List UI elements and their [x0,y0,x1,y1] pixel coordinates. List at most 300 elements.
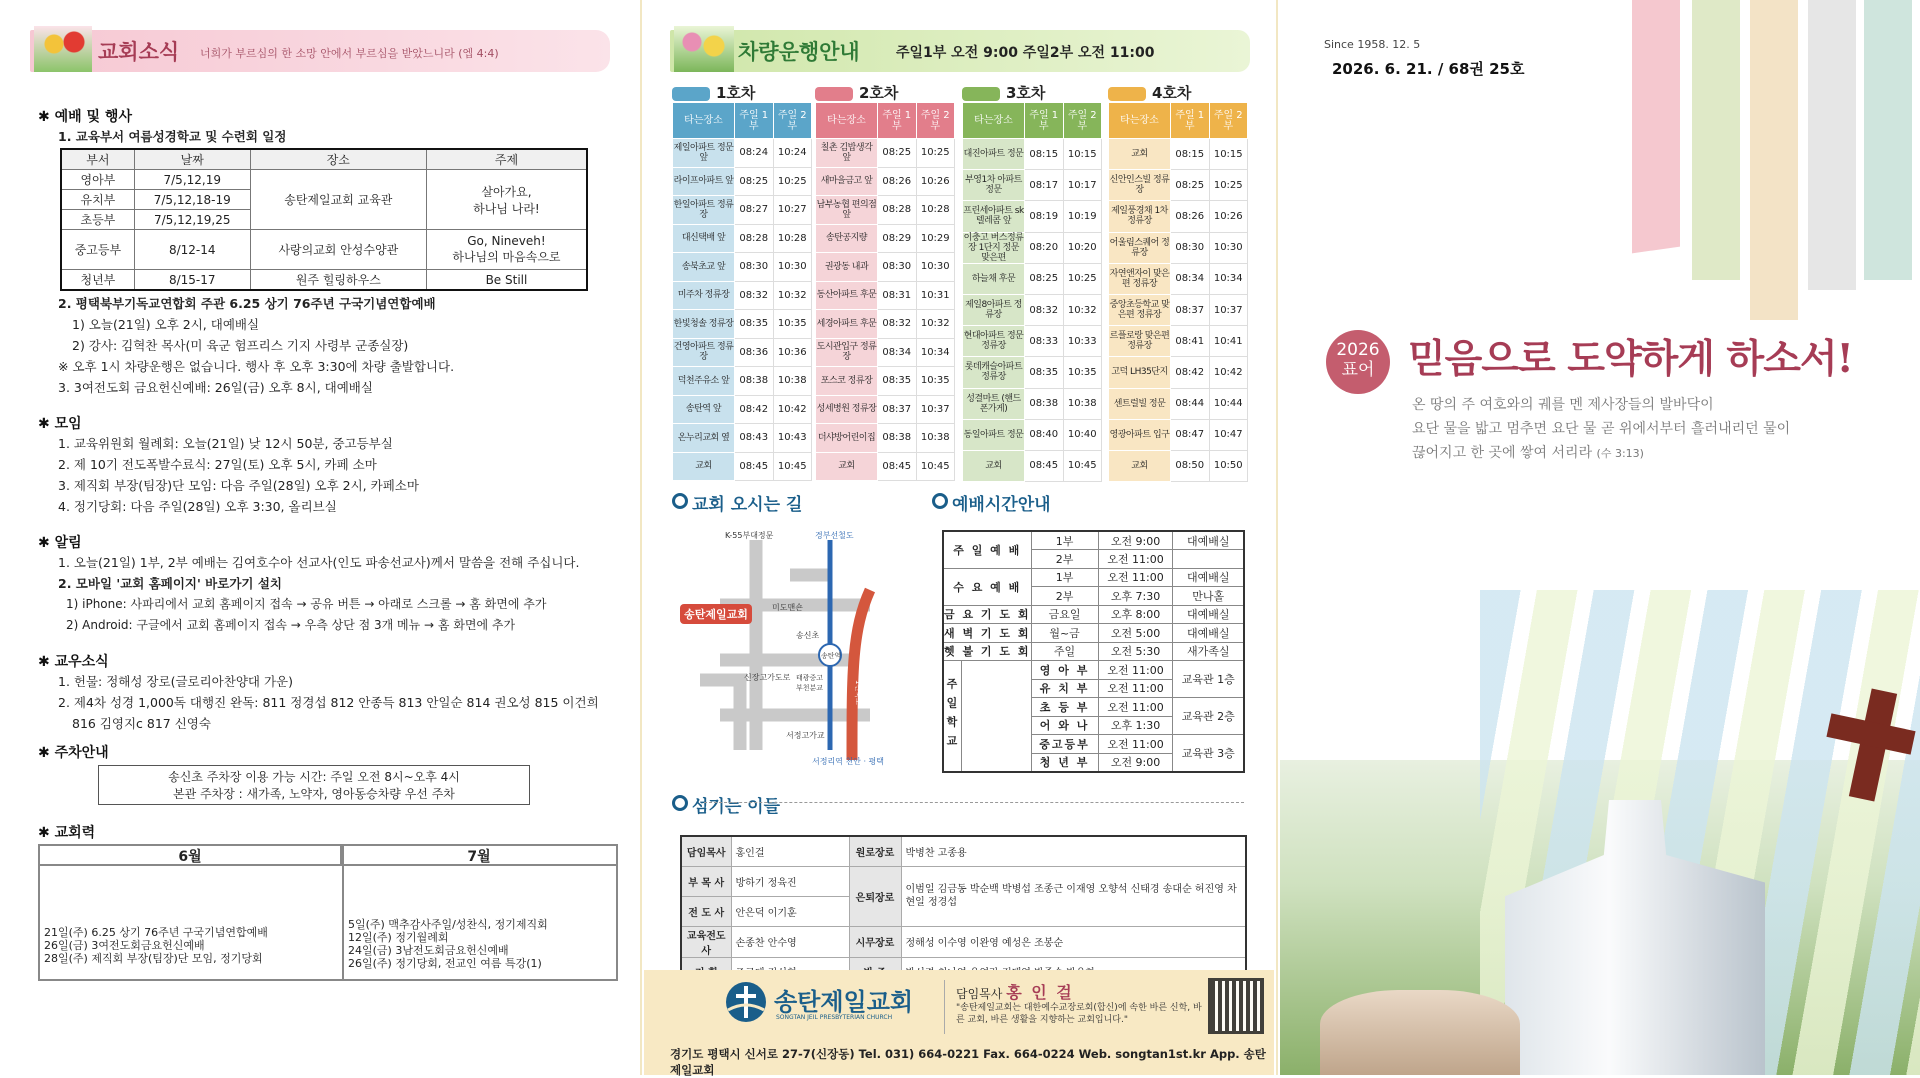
table-row [1109,357,1248,388]
worship-cell: 오전 11:00 [1098,550,1173,569]
memorial-note: ※ 오후 1시 차량운행은 없습니다. 행사 후 오후 3:30에 차량 출발합니다. [58,359,455,374]
worship-cell: 대예배실 [1173,568,1244,587]
server-row [681,866,1246,896]
server-cell: 담임목사 [681,836,731,866]
bus-time: 08:37 [1171,294,1210,325]
news-panel [0,0,637,1075]
memorial-detail: 1) 오늘(21일) 오후 2시, 대예배실 [72,317,260,332]
table-cell: 송탄제일교회 교육관 [250,170,426,230]
bus-time: 08:36 [735,338,774,367]
meeting-item: 4. 정기당회: 다음 주일(28일) 오후 3:30, 올리브실 [58,499,337,514]
bus-time: 08:37 [878,395,917,424]
table-cell: 청년부 [61,270,134,291]
bus-stop: 동산아파트 후문 [816,281,878,310]
church-calendar [38,844,618,981]
worship-cell: 오전 11:00 [1098,568,1173,587]
table-row [61,270,587,291]
bus-time: 10:34 [916,338,955,367]
table-cell: 7/5,12,19,25 [134,210,250,230]
bus-time: 08:32 [1025,294,1064,325]
table-row [673,253,812,282]
bus-col-stop: 타는장소 [1109,103,1171,139]
col-date: 날짜 [134,149,250,170]
bus-time: 08:26 [1171,201,1210,232]
worship-cell: 새 벽 기 도 회 [943,624,1031,643]
notice-item: 1. 오늘(21일) 1부, 2부 예배는 김여호수아 선교사(인도 파송선교사)께서 말씀을 전해 주십니다. [58,555,580,570]
table-row [816,103,955,139]
section-calendar-title: ✱ 교회력 [38,825,96,841]
worship-cell: 대예배실 [1173,624,1244,643]
server-cell: 전 도 사 [681,896,731,926]
table-row [816,424,955,453]
bus-col-time1: 주일 1부 [878,103,917,139]
bus-time: 08:15 [1025,139,1064,170]
memorial-detail: 2) 강사: 김혁찬 목사(미 육군 험프리스 기지 사령부 군종실장) [72,338,409,353]
bus-stop: 고덕 LH35단지 [1109,357,1171,388]
bus-time: 10:47 [1209,419,1248,450]
worship-cell: 유 치 부 [1031,679,1098,698]
bus-time: 10:25 [1063,263,1102,294]
worship-cell [1173,550,1244,569]
worship-cell: 초 등 부 [1031,698,1098,717]
table-row [963,232,1102,263]
bus-stop: 라이프아파트 앞 [673,167,735,196]
worship-cell: 교육관 3층 [1173,735,1244,772]
bus-name: 3호차 [962,82,1045,103]
decor-stripe [1750,0,1798,320]
bus-name: 4호차 [1108,82,1191,103]
table-cell: Go, Nineveh! 하나님의 마음속으로 [426,230,587,270]
table-row [1109,139,1248,170]
worship-cell: 청 년 부 [1031,753,1098,772]
table-row [963,201,1102,232]
table-row [816,310,955,339]
table-row [673,338,812,367]
bus-time: 08:25 [878,139,917,168]
bus-stop: 한일아파트 정류장 [673,196,735,225]
bus-time: 08:38 [1025,388,1064,419]
decor-stripe [1808,0,1856,290]
bus-time: 10:38 [916,424,955,453]
bus-stop: 이충고 버스정류장 1단지 정문 맞은편 [963,232,1024,263]
table-row [816,167,955,196]
bus-time: 10:37 [1209,294,1248,325]
bus-time: 10:38 [773,367,812,396]
bus-stop: 교회 [1109,139,1171,170]
table-row [963,450,1102,481]
table-cell: 사랑의교회 안성수양관 [250,230,426,270]
bus-col-time2: 주일 2부 [1209,103,1248,139]
worship-cell: 오전 11:00 [1098,661,1173,680]
table-row [816,224,955,253]
table-row [816,338,955,367]
bus-time: 08:33 [1025,326,1064,357]
memorial-service-heading: 2. 평택북부기독교연합회 주관 6.25 상기 76주년 구국기념연합예배 [58,296,436,311]
worship-cell: 헷 불 기 도 회 [943,642,1031,661]
issue-number: 2026. 6. 21. / 68권 25호 [1332,60,1525,78]
bus-name: 2호차 [815,82,898,103]
church-footer [644,970,1274,1075]
server-row [681,836,1246,866]
worship-row [943,624,1244,643]
badge-label: 표어 [1341,360,1375,380]
bus-time: 10:32 [916,310,955,339]
worship-cell: 어 와 나 [1031,716,1098,735]
bus-time: 08:27 [735,196,774,225]
worship-row [943,642,1244,661]
bus-time: 10:45 [773,452,812,481]
bus-time: 08:43 [735,424,774,453]
bus-stop: 미주차 정류장 [673,281,735,310]
map-label: 신장고가도로 [744,673,791,682]
tulip-image [34,26,92,72]
bus-col-time1: 주일 1부 [1171,103,1210,139]
bus-time: 10:37 [916,395,955,424]
bus-time: 10:35 [916,367,955,396]
table-row [963,357,1102,388]
friday-service: 3. 3여전도회 금요헌신예배: 26일(금) 오후 8시, 대예배실 [58,380,373,395]
bus-time: 10:34 [1209,263,1248,294]
table-row [61,170,587,190]
bus-time: 08:38 [735,367,774,396]
member-item: 2. 제4차 성경 1,000독 대행진 완독: 811 정경섭 812 안종득 813 안일순 814 권오성 815 이건희 [58,695,599,710]
table-row [963,103,1102,139]
table-cell: 유치부 [61,190,134,210]
bus-stop: 송탄공지량 [816,224,878,253]
bus-stop: 세경아파트 후문 [816,310,878,339]
table-row [673,103,812,139]
bus-stop: 성세병원 정류장 [816,395,878,424]
bus-time: 10:35 [1063,357,1102,388]
table-row [963,388,1102,419]
bus-time: 10:28 [916,196,955,225]
map-label: 1번국도 [854,680,862,705]
bus-col-time2: 주일 2부 [773,103,812,139]
footer-pastor-label: 담임목사 [956,987,1003,1001]
server-cell: 손종찬 안수영 [731,926,849,957]
motto-title: 믿음으로 도약하게 하소서! [1408,336,1853,382]
worship-cell: 1부 [1031,531,1098,550]
bus-time: 10:33 [1063,326,1102,357]
bus-stop: 교회 [963,450,1025,481]
bus-col-stop: 타는장소 [816,103,878,139]
bus-time: 10:29 [916,224,955,253]
bus-time: 08:35 [735,310,774,339]
table-row [816,196,955,225]
service-times: 주일1부 오전 9:00 주일2부 오전 11:00 [896,45,1155,61]
bus-time: 08:25 [735,167,774,196]
worship-cell: 주 일 예 배 [943,531,1031,568]
servers-table [680,835,1247,988]
footer-church-name: 송탄제일교회 [774,988,914,1016]
bus-time: 10:42 [773,395,812,424]
map-label: 경부선철도 [815,531,854,540]
section-notice-title: ✱ 알림 [38,535,82,551]
verse-line: 끊어지고 한 곳에 쌓여 서리라 [1412,445,1593,461]
verse-line: 온 땅의 주 여호와의 궤를 멘 제사장들의 발바닥이 [1412,397,1714,413]
bus-stop: 중앙초등학교 맞은편 정류장 [1109,294,1171,325]
worship-cell: 오후 7:30 [1098,587,1173,606]
bus-header [670,30,1250,72]
notice-item: 2) Android: 구글에서 교회 홈페이지 접속 → 우측 상단 점 3개 메뉴 → 홈 화면에 추가 [66,618,516,632]
bus-stop: 교회 [816,452,878,481]
table-row [963,294,1102,325]
bus-time: 10:19 [1063,201,1102,232]
table-row [61,149,587,170]
table-row [673,139,812,168]
worship-cell: 월~금 [1031,624,1098,643]
bus-col-time1: 주일 1부 [735,103,774,139]
bus-time: 10:36 [773,338,812,367]
footer-description: "송탄제일교회는 대한예수교장로회(합신)에 속한 바른 신학, 바른 교회, 바른 생활을 지향하는 교회입니다." [956,1003,1202,1025]
table-cell: 원주 힐링하우스 [250,270,426,291]
bus-time: 10:44 [1209,388,1248,419]
table-row [816,395,955,424]
meeting-item: 2. 제 10기 전도폭발수료식: 27일(토) 오후 5시, 카페 소마 [58,457,377,472]
bus-time: 08:32 [878,310,917,339]
bus-col-time1: 주일 1부 [1025,103,1064,139]
server-cell: 은퇴장로 [849,866,901,926]
bus-stop: 프린세아파트 sk텔레콤 앞 [963,201,1025,232]
bus-stop: 대신택배 앞 [673,224,735,253]
bus-stop: 도시관입구 정류장 [816,338,878,367]
bus-stop: 더샤방어린이집 [816,424,878,453]
notice-item: 1) iPhone: 사파리에서 교회 홈페이지 접속 → 공유 버튼 → 아래로 스크롤 → 홈 화면에 추가 [66,597,547,611]
since-date: Since 1958. 12. 5 [1324,38,1421,51]
table-row [963,419,1102,450]
bus-time: 10:32 [773,281,812,310]
bus-time: 10:15 [1063,139,1102,170]
calendar-month-june: 6월 [40,846,342,866]
bus-time: 08:17 [1025,170,1064,201]
worship-cell: 오전 11:00 [1098,698,1173,717]
bus-stop: 새마을금고 앞 [816,167,878,196]
bus-time: 08:45 [878,452,917,481]
server-cell: 교육전도사 [681,926,731,957]
bus-time: 10:25 [773,167,812,196]
server-cell: 정해성 이수영 이완영 예성은 조봉순 [901,926,1246,957]
table-row [673,395,812,424]
bus-icon [1108,87,1146,101]
bus-stop: 동일아파트 정문 [963,419,1025,450]
bus-icon [815,87,853,101]
table-cell: 영아부 [61,170,134,190]
bus-stop: 한빛청솔 정류장 [673,310,735,339]
bus-time: 08:30 [878,253,917,282]
bus-time: 10:25 [916,139,955,168]
table-row [816,281,955,310]
worship-cell: 만나홀 [1173,587,1244,606]
worship-cell: 새가족실 [1173,642,1244,661]
bus-stop: 교회 [1109,450,1171,481]
worship-cell: 오후 1:30 [1098,716,1173,735]
bus-stop: 자연앤자이 맞은편 정류장 [1109,263,1171,294]
bus-col-time2: 주일 2부 [1063,103,1102,139]
worship-cell: 오전 11:00 [1098,735,1173,754]
bus-stop: 성결마트 (핸드폰가게) [963,388,1025,419]
bible-hands-image [1320,990,1520,1075]
server-cell: 방하기 정육진 [731,866,849,896]
july-events: 5일(주) 맥추감사주일/성찬식, 정기제직회 12일(주) 정기월례회 24일(금) 3남전도회금요헌신예배 26일(주) 정기당회, 전교인 여름 특강(1) [348,918,548,970]
server-row [681,926,1246,957]
worship-row [943,605,1244,624]
table-row [673,452,812,481]
table-row [673,196,812,225]
worship-cell: 주일학교 [943,661,1031,772]
bus-time: 08:38 [878,424,917,453]
section-worship-title: ✱ 예배 및 행사 [38,109,132,125]
summer-school-heading: 1. 교육부서 여름성경학교 및 수련회 일정 [58,129,287,144]
meeting-item: 3. 제직회 부장(팀장)단 모임: 다음 주일(28일) 오후 2시, 카페소마 [58,478,419,493]
cover-panel [1280,0,1920,1075]
bus-time: 08:29 [878,224,917,253]
table-row [1109,170,1248,201]
bus-time: 10:45 [1063,450,1102,481]
col-theme: 주제 [426,149,587,170]
bus-stop: 대진아파트 정문 [963,139,1025,170]
bus-stop: 센트럴빌 정문 [1109,388,1171,419]
bus-time: 08:25 [1025,263,1064,294]
bus-time: 10:45 [916,452,955,481]
table-row [1109,388,1248,419]
flower-image [674,26,734,72]
map-title: 교회 오시는 길 [672,490,802,515]
worship-cell: 1부 [1031,568,1098,587]
table-row [1109,232,1248,263]
worship-cell: 오전 5:30 [1098,642,1173,661]
table-row [1109,450,1248,481]
bus-time: 08:45 [735,452,774,481]
server-cell: 홍인걸 [731,836,849,866]
badge-year: 2026 [1336,340,1380,360]
notice-item: 2. 모바일 '교회 홈페이지' 바로가기 설치 [58,576,282,591]
worship-schedule-table [942,530,1245,773]
bus-time: 08:30 [735,253,774,282]
bus-time: 10:30 [1209,232,1248,263]
bus-stop: 롯데캐슬아파트 정류장 [963,357,1025,388]
map-label: 송탄역 [821,652,842,660]
table-row [963,263,1102,294]
map-label: 태광중고 [796,674,824,682]
map-church-label: 송탄제일교회 [684,608,748,621]
server-cell: 부 목 사 [681,866,731,896]
bus-time: 10:38 [1063,388,1102,419]
bus-time: 10:31 [916,281,955,310]
table-row [816,253,955,282]
bus-stop: 영광아파트 입구 [1109,419,1171,450]
bus-col-stop: 타는장소 [963,103,1025,139]
bus-time: 08:50 [1171,450,1210,481]
map-label: 미도맨숀 [772,603,803,612]
bus-stop: 어울림스퀘어 정류장 [1109,232,1171,263]
bus-time: 10:17 [1063,170,1102,201]
table-cell: 살아가요, 하나님 나라! [426,170,587,230]
table-cell: 7/5,12,18-19 [134,190,250,210]
bus-title: 차량운행안내 [738,40,860,64]
table-cell: 8/15-17 [134,270,250,291]
table-cell: 7/5,12,19 [134,170,250,190]
worship-cell: 오전 11:00 [1098,679,1173,698]
bus-time: 10:40 [1063,419,1102,450]
table-row [673,167,812,196]
bus-time: 08:35 [878,367,917,396]
table-row [1109,263,1248,294]
qr-code-icon [1208,978,1264,1034]
worship-cell: 금요일 [1031,605,1098,624]
bus-stop: 칠촌 김밥생각 앞 [816,139,878,168]
worship-title: 예배시간안내 [932,490,1051,515]
table-row [1109,103,1248,139]
col-dept: 부서 [61,149,134,170]
worship-cell: 대예배실 [1173,605,1244,624]
worship-cell: 교육관 2층 [1173,698,1244,735]
table-cell: 중고등부 [61,230,134,270]
school-row [943,661,1244,680]
bus-time: 08:28 [878,196,917,225]
bus-time: 08:44 [1171,388,1210,419]
verse-reference: (수 3:13) [1596,447,1644,460]
bus-stop: 송탄역 앞 [673,395,735,424]
table-row [673,310,812,339]
bus-time: 08:45 [1025,450,1064,481]
june-events: 21일(주) 6.25 상기 76주년 구국기념연합예배 26일(금) 3여전도회금요헌신예배 28일(주) 제직회 부장(팀장)단 모임, 정기당회 [44,926,268,965]
member-item: 816 김영지c 817 신영숙 [72,716,211,731]
table-cell: 8/12-14 [134,230,250,270]
bus-stop: 제일아파트 정문 앞 [673,139,735,168]
parking-box: 송신초 주차장 이용 가능 시간: 주일 오전 8시~오후 4시 본관 주차장 : 새가족, 노약자, 영아동승차량 우선 주차 [98,765,530,805]
bus-time: 10:25 [1209,170,1248,201]
bus-time: 10:32 [1063,294,1102,325]
table-row [673,281,812,310]
bus-time: 08:28 [735,224,774,253]
bus-stop: 남부농협 편의점 앞 [816,196,878,225]
bus-col-time2: 주일 2부 [916,103,955,139]
map-label: K-55부대정문 [725,531,774,540]
map-label: 부천분교 [796,684,824,692]
meeting-item: 1. 교육위원회 월례회: 오늘(21일) 낮 12시 50분, 중고등부실 [58,436,393,451]
bus-time: 10:50 [1209,450,1248,481]
bus-stop: 하늘채 후문 [963,263,1025,294]
decor-stripe [1632,0,1680,253]
worship-cell: 주일 [1031,642,1098,661]
worship-cell: 중고등부 [1031,735,1098,754]
news-header [30,30,610,72]
bus-time: 08:15 [1171,139,1210,170]
footer-church-en: SONGTAN JEIL PRESBYTERIAN CHURCH [776,1014,893,1021]
server-cell: 이범일 김금동 박순백 박병섭 조종근 이재영 오향석 신태경 송대순 허진영 차현일 정경섭 [901,866,1246,926]
table-row [61,230,587,270]
bus-stop: 교회 [673,452,735,481]
bus-stop: 온누리교회 옆 [673,424,735,453]
verse-line: 요단 물을 밟고 멈추면 요단 물 곧 위에서부터 흘러내리던 물이 [1412,421,1791,437]
worship-cell: 오전 9:00 [1098,753,1173,772]
table-row [816,452,955,481]
bus-col-stop: 타는장소 [673,103,735,139]
bus-time: 08:42 [735,395,774,424]
bus-time: 08:34 [1171,263,1210,294]
bus-time: 08:41 [1171,326,1210,357]
bus-stop: 덕천주유소 앞 [673,367,735,396]
bus-time: 10:20 [1063,232,1102,263]
section-members-title: ✱ 교우소식 [38,654,109,670]
bus-stop: 르플로랑 맞은편 정류장 [1109,326,1171,357]
bus-time: 08:47 [1171,419,1210,450]
map-label: 서정고가교 [786,731,825,740]
table-row [673,224,812,253]
bus-time: 08:19 [1025,201,1064,232]
bus-stop: 현대아파트 정문 정류장 [963,326,1025,357]
bus-stop: 제일8아파트 정류장 [963,294,1025,325]
